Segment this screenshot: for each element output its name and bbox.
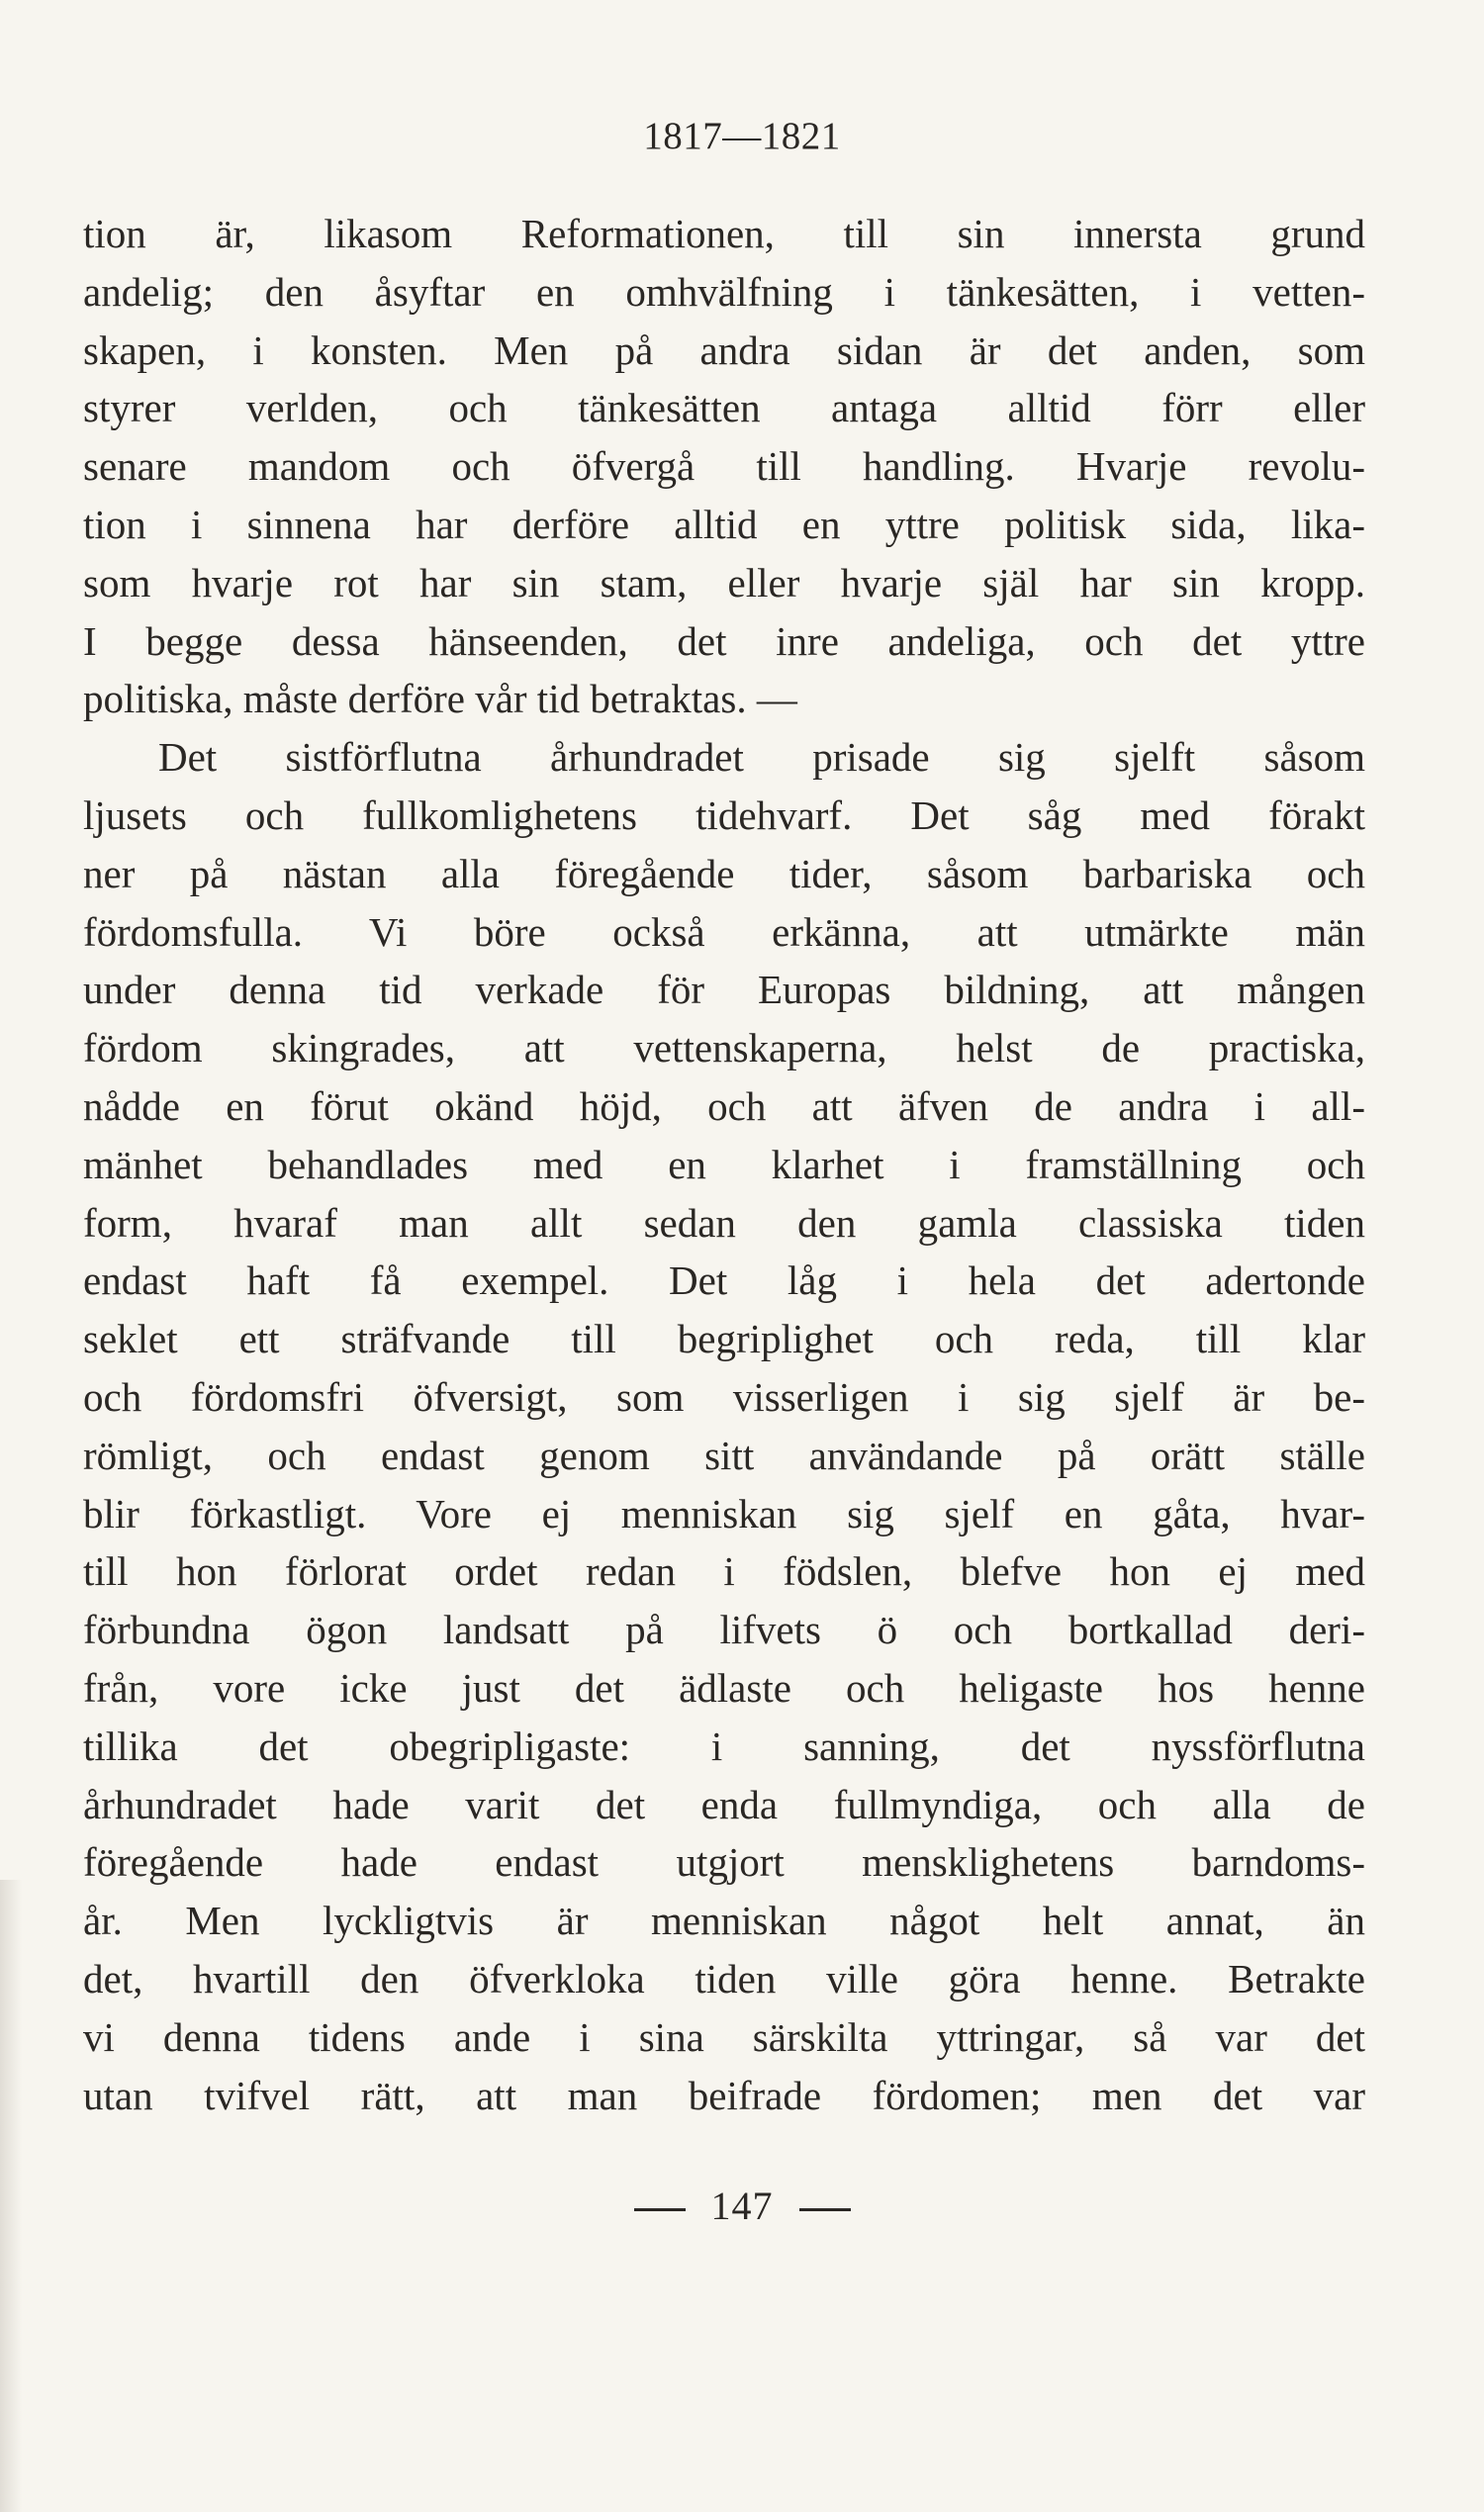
text-line: från, vore icke just det ädlaste och heligaste hos henne <box>83 1664 1365 1711</box>
text-line: fördom skingrades, att vettenskaperna, helst de practiska, <box>83 1025 1365 1071</box>
text-line: ner på nästan alla föregående tider, såsom barbariska och <box>83 850 1365 896</box>
body-text <box>83 205 1365 2124</box>
text-line: som hvarje rot har sin stam, eller hvarje själ har sin kropp. <box>83 559 1365 605</box>
text-line: under denna tid verkade för Europas bildning, att mången <box>83 967 1365 1013</box>
text-line: år. Men lyckligtvis är menniskan något helt annat, än <box>83 1898 1365 1944</box>
text-line: mänhet behandlades med en klarhet i framställning och <box>83 1141 1365 1187</box>
text-line: I begge dessa hänseenden, det inre andeliga, och det yttre <box>83 617 1365 664</box>
text-line: tillika det obegripligaste: i sanning, det nyssförflutna <box>83 1722 1365 1769</box>
text-line: föregående hade endast utgjort mensklighetens barndoms- <box>83 1839 1365 1886</box>
text-line: römligt, och endast genom sitt användande på orätt ställe <box>83 1432 1365 1478</box>
text-line: till hon förlorat ordet redan i födslen, blefve hon ej med <box>83 1548 1365 1595</box>
text-line: styrer verlden, och tänkesätten antaga alltid förr eller <box>83 385 1365 431</box>
text-line: fördomsfulla. Vi böre också erkänna, att utmärkte män <box>83 908 1365 955</box>
text-line: utan tvifvel rätt, att man beifrade fördomen; men det var <box>83 2072 1365 2118</box>
text-line: förbundna ögon landsatt på lifvets ö och bortkallad deri- <box>83 1607 1365 1653</box>
dash-right <box>799 2208 851 2211</box>
text-line: seklet ett sträfvande till begriplighet och reda, till klar <box>83 1316 1365 1362</box>
text-line: Det sistförflutna århundradet prisade sig sjelft såsom <box>158 734 1365 781</box>
text-line: politiska, måste derföre vår tid betraktas. — <box>83 676 797 722</box>
text-line: form, hvaraf man allt sedan den gamla classiska tiden <box>83 1199 1365 1246</box>
running-head: 1817—1821 <box>643 115 841 157</box>
page-number-footer <box>0 2177 1484 2236</box>
text-line: blir förkastligt. Vore ej menniskan sig sjelf en gåta, hvar- <box>83 1490 1365 1536</box>
text-line: och fördomsfri öfversigt, som visserligen i sig sjelf är be- <box>83 1373 1365 1420</box>
page-number: 147 <box>710 2184 774 2228</box>
text-line: skapen, i konsten. Men på andra sidan är det anden, som <box>83 326 1365 373</box>
text-line: tion i sinnena har derföre alltid en yttre politisk sida, lika- <box>83 501 1365 547</box>
text-line: senare mandom och öfvergå till handling. Hvarje revolu- <box>83 443 1365 490</box>
text-line: århundradet hade varit det enda fullmyndiga, och alla de <box>83 1781 1365 1827</box>
text-line: andelig; den åsyftar en omhvälfning i tänkesätten, i vetten- <box>83 268 1365 315</box>
text-line: tion är, likasom Reformationen, till sin innersta grund <box>83 211 1365 256</box>
text-line: nådde en förut okänd höjd, och att äfven de andra i all- <box>83 1082 1365 1129</box>
text-line: ljusets och fullkomlighetens tidehvarf. Det såg med förakt <box>83 791 1365 838</box>
text-line: vi denna tidens ande i sina särskilta yttringar, så var det <box>83 2013 1365 2060</box>
dash-left <box>634 2208 686 2211</box>
text-line: endast haft få exempel. Det låg i hela det adertonde <box>83 1257 1365 1304</box>
text-line: det, hvartill den öfverkloka tiden ville göra henne. Betrakte <box>83 1955 1365 2001</box>
